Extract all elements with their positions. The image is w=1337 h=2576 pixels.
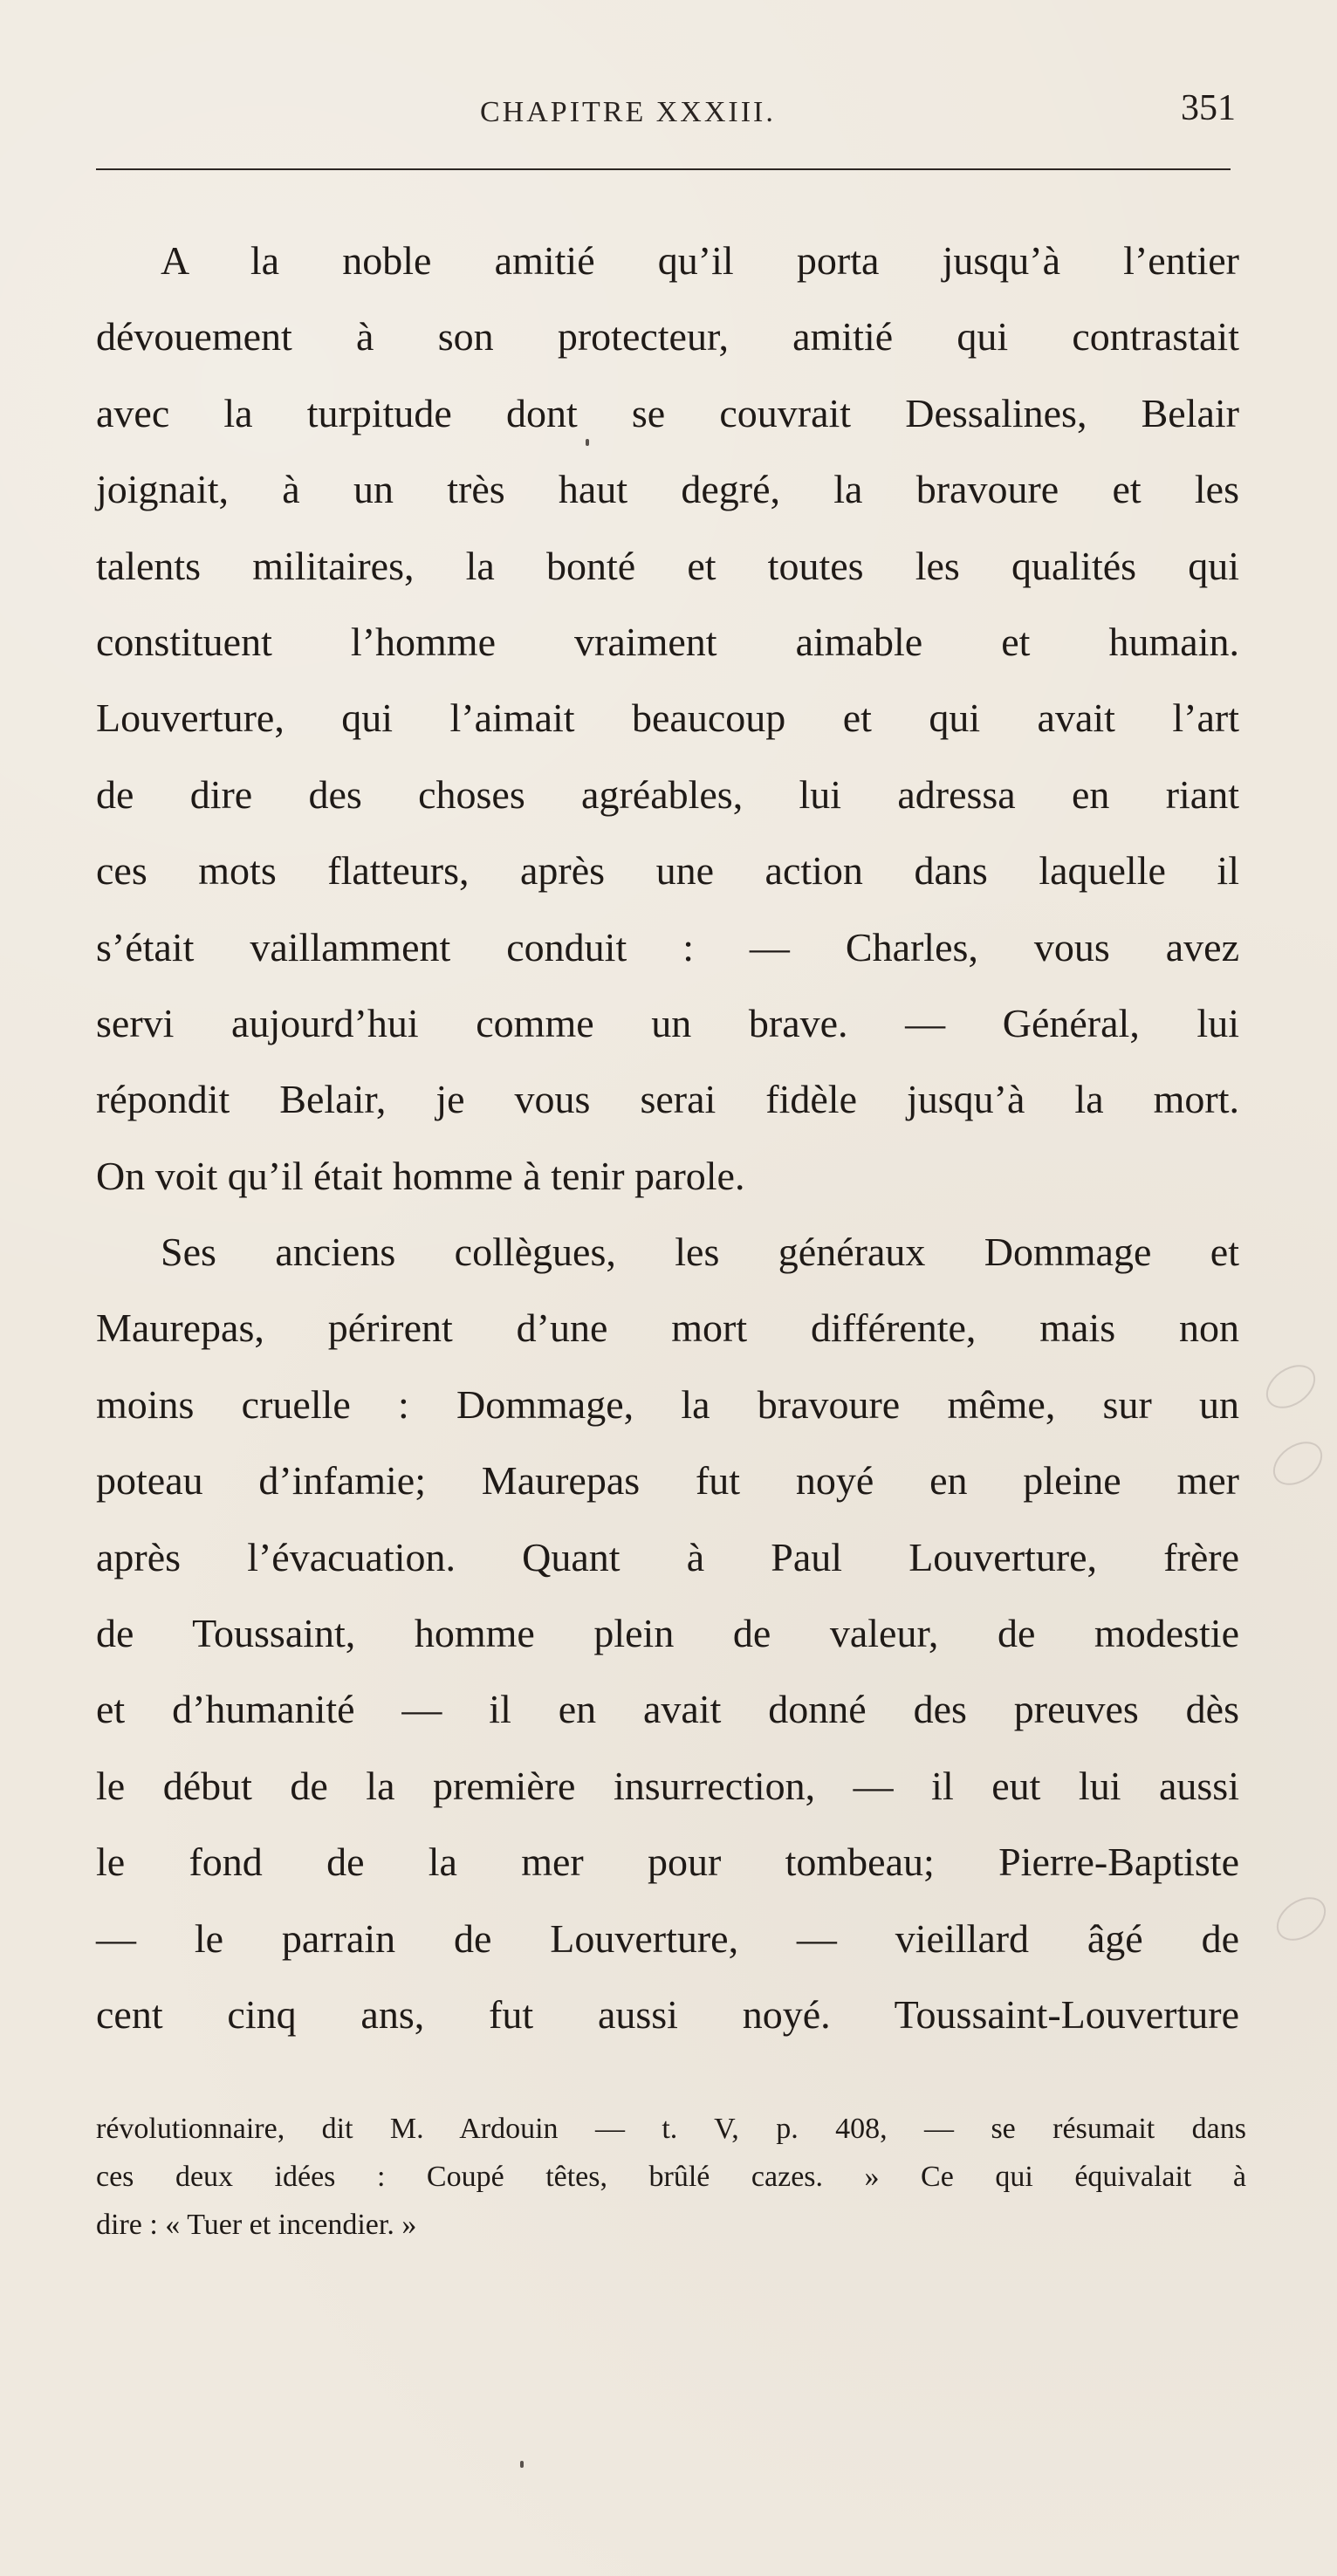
body-line: dévouement à son protecteur, amitié qui contrastait [96, 314, 1239, 360]
body-line: poteau d’infamie; Maurepas fut noyé en pleine mer [96, 1458, 1239, 1504]
ink-speck [520, 2461, 524, 2468]
body-line: le fond de la mer pour tombeau; Pierre-Baptiste [96, 1840, 1239, 1885]
page-number: 351 [1181, 88, 1236, 128]
body-line: après l’évacuation. Quant à Paul Louverture, frère [96, 1534, 1239, 1579]
footnote-line: ces deux idées : Coupé têtes, brûlé cazes. » Ce qui équivalait à [96, 2161, 1246, 2193]
body-line: servi aujourd’hui comme un brave. — Général, lui [96, 1000, 1239, 1045]
body-line: de Toussaint, homme plein de valeur, de modestie [96, 1611, 1239, 1656]
body-text [96, 223, 1239, 2052]
body-line: le début de la première insurrection, — il eut lui aussi [96, 1763, 1239, 1808]
footnote [96, 2105, 1246, 2249]
body-line: cent cinq ans, fut aussi noyé. Toussaint-Louverture [96, 1991, 1239, 2037]
pencil-mark [1269, 1888, 1334, 1949]
running-title: CHAPITRE XXXIII. [480, 96, 776, 128]
body-line: s’était vaillamment conduit : — Charles, vous avez [96, 924, 1239, 969]
body-line: répondit Belair, je vous serai fidèle jusqu’à la mort. [96, 1077, 1239, 1122]
page-header [101, 84, 1236, 145]
body-line: de dire des choses agréables, lui adressa en riant [96, 771, 1239, 817]
pencil-mark [1258, 1356, 1324, 1417]
body-line: constituent l’homme vraiment aimable et humain. [96, 619, 1239, 664]
body-line: talents militaires, la bonté et toutes les qualités qui [96, 543, 1239, 588]
ink-speck [586, 439, 589, 446]
pencil-mark [1265, 1433, 1331, 1494]
footnote-line: dire : « Tuer et incendier. » [96, 2209, 417, 2241]
body-line: et d’humanité — il en avait donné des preuves dès [96, 1687, 1239, 1732]
footnote-line: révolutionnaire, dit M. Ardouin — t. V, p. 408, — se résumait dans [96, 2113, 1246, 2145]
body-line: A la noble amitié qu’il porta jusqu’à l’entier [161, 238, 1239, 283]
body-line: moins cruelle : Dommage, la bravoure même, sur un [96, 1381, 1239, 1427]
body-line: avec la turpitude dont se couvrait Dessalines, Belair [96, 390, 1239, 435]
body-line: — le parrain de Louverture, — vieillard âgé de [96, 1915, 1239, 1961]
header-rule [96, 168, 1231, 170]
body-line: joignait, à un très haut degré, la bravoure et les [96, 467, 1239, 512]
body-line: ces mots flatteurs, après une action dans laquelle il [96, 848, 1239, 894]
body-line: On voit qu’il était homme à tenir parole. [96, 1153, 745, 1198]
body-line: Louverture, qui l’aimait beaucoup et qui avait l’art [96, 695, 1239, 741]
body-line: Maurepas, périrent d’une mort différente, mais non [96, 1305, 1239, 1351]
body-line: Ses anciens collègues, les généraux Dommage et [161, 1230, 1239, 1275]
